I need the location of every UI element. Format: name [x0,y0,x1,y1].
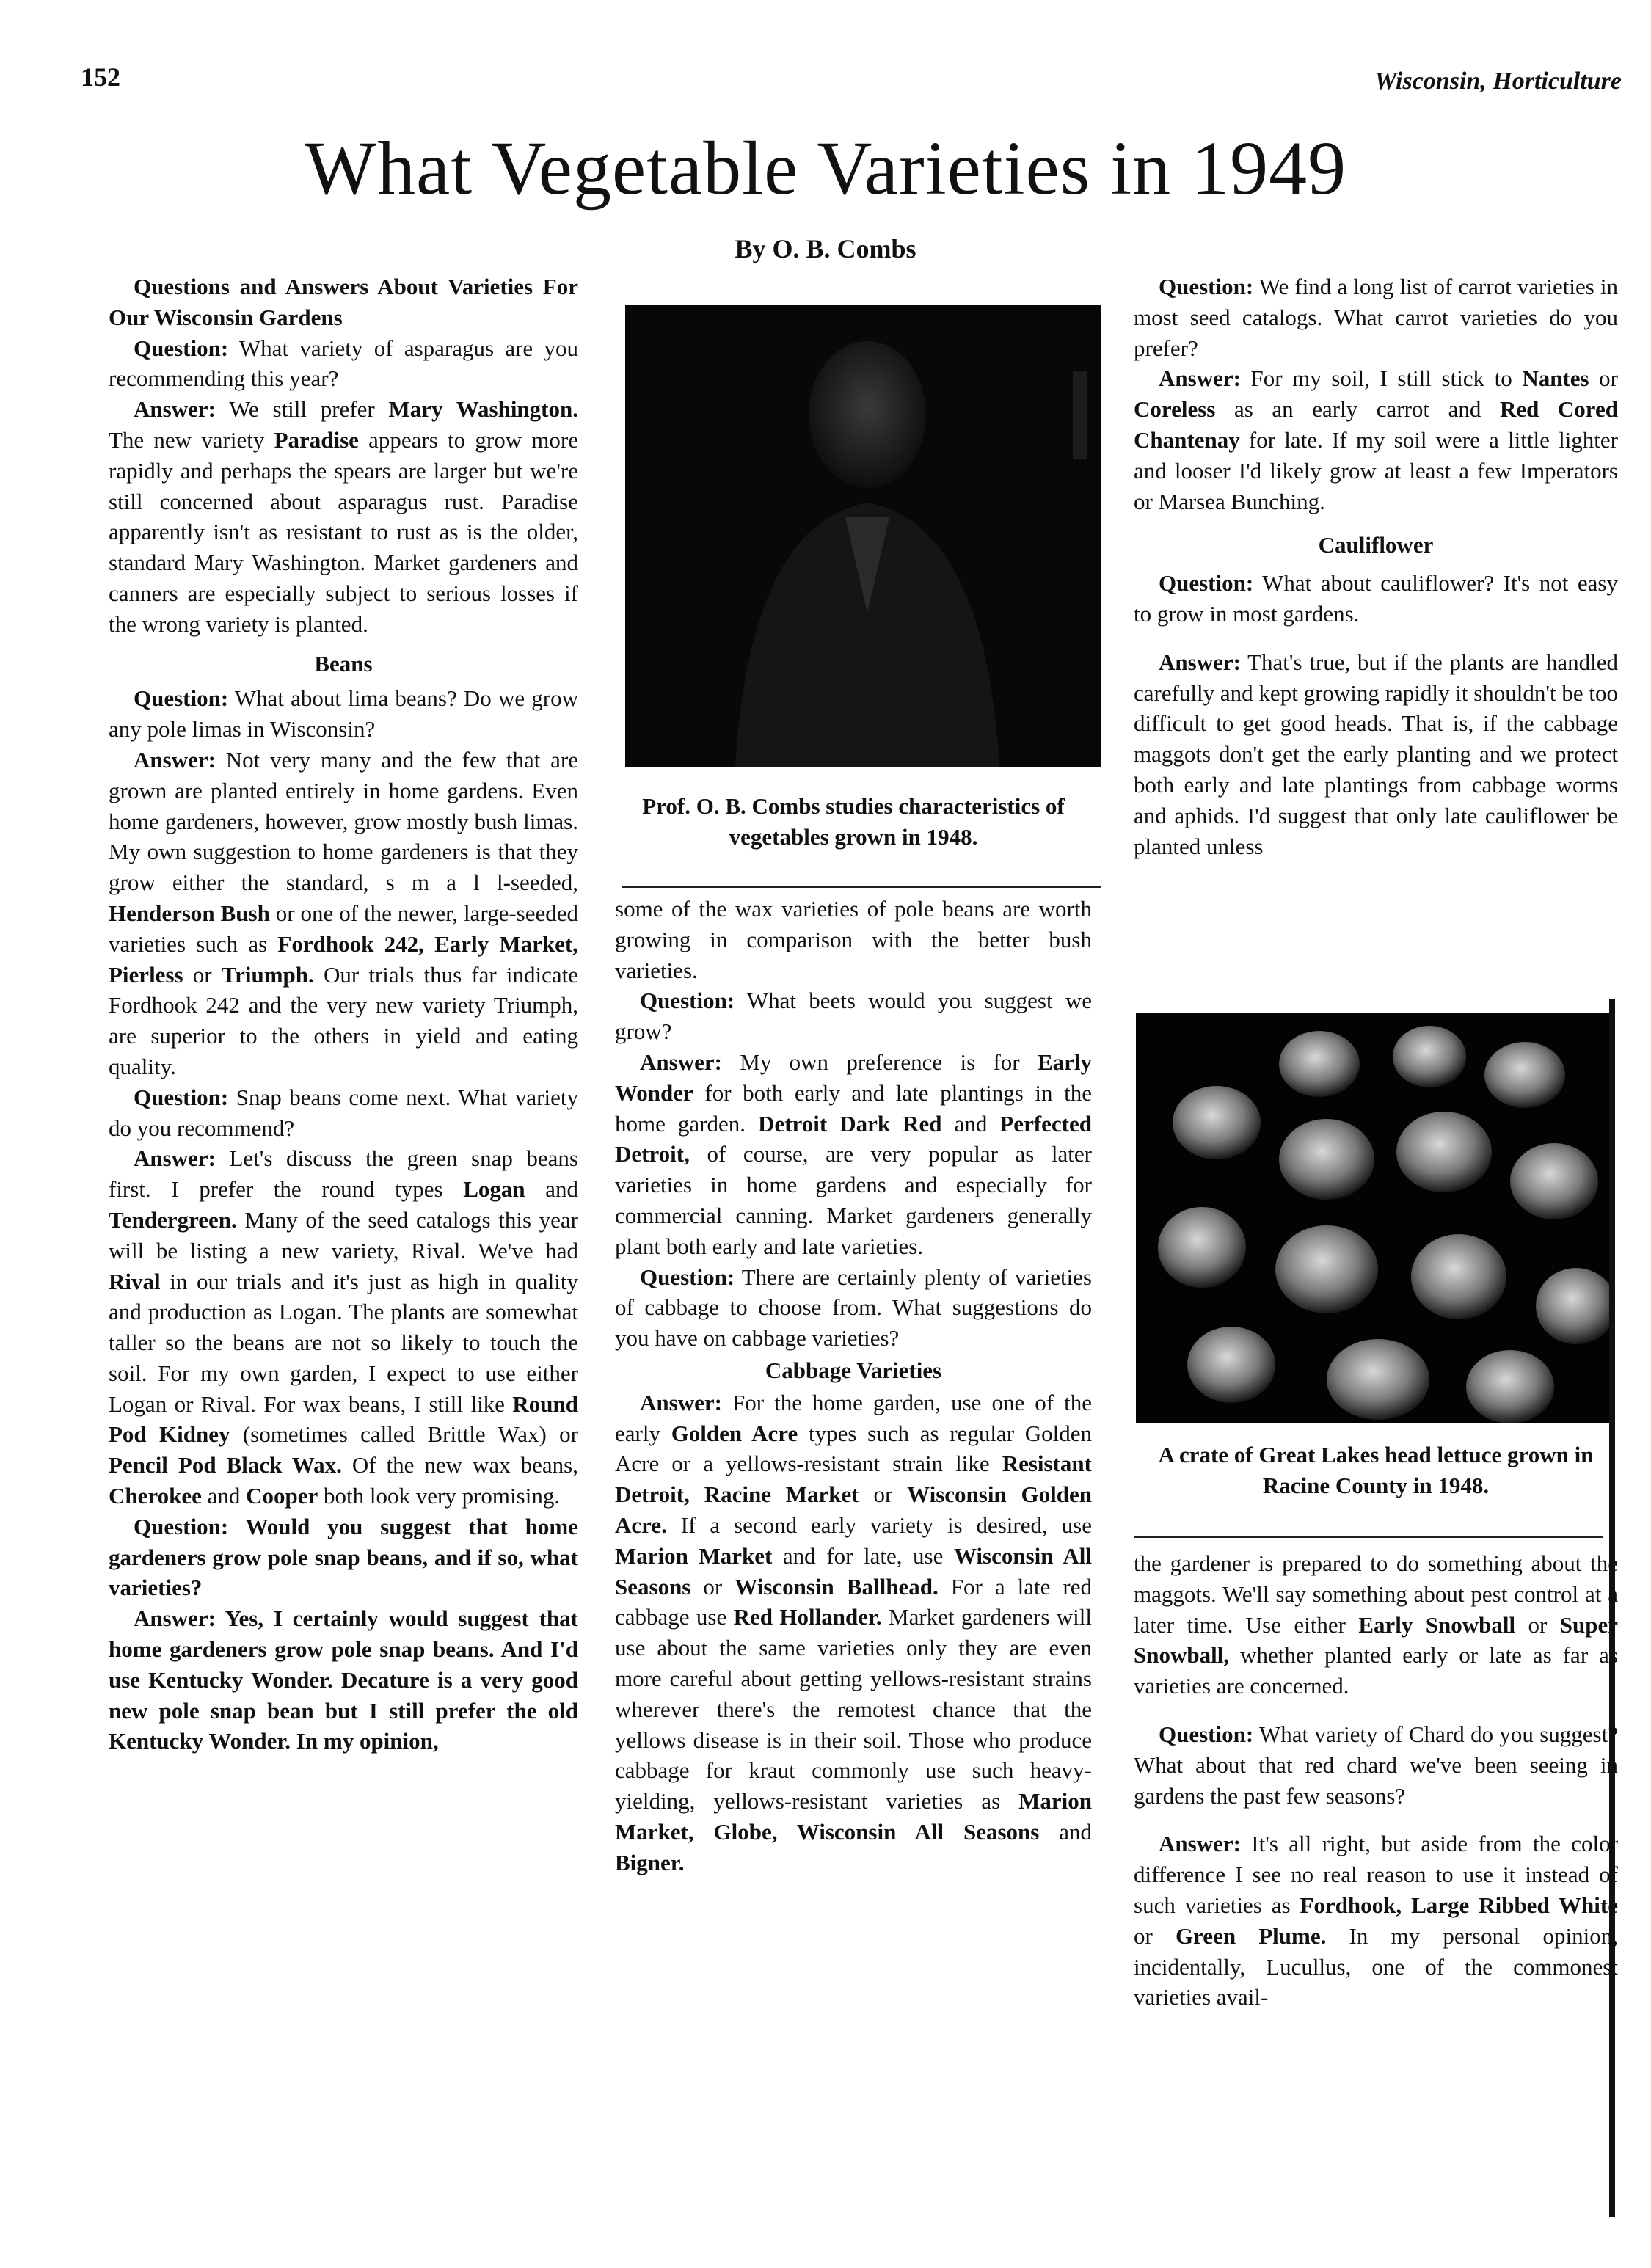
text: appears to grow more rapidly and perhaps the spears are larger but we're still concerned about asparagus rust. Paradise apparently isn't as resistant to rust as is the older, standard Mary Washington. Market gardeners and canners are especially subject to serious losses if the wrong variety is planted. [109,426,578,637]
answer-label: Answer: [134,1605,216,1632]
section-heading-beans: Beans [314,650,373,677]
paragraph [615,1047,1092,1262]
paragraph [1134,647,1618,862]
paragraph [615,1262,1092,1354]
divider [1134,1536,1603,1538]
variety-name: Resistant Detroit, Racine Market [615,1451,1092,1508]
text: Market gardeners will use about the same varieties only they are even more careful about getting yellows-resistant strains wherever there's the remotest chance that the yellows disease is in their soil. Those who produce cabbage for kraut commonly use such heavy-yielding, yellows-resistant varieties as [615,1604,1092,1815]
text: In my personal opinion, incidentally, Lucullus, one of the commonest varieties avail- [1134,1922,1618,2010]
question-text: Would you suggest that home gardeners grow pole snap beans, and if so, what varieties? [109,1513,578,1601]
paragraph [109,394,578,639]
variety-name: Early Snowball [1358,1611,1516,1638]
text: or one of the newer, large-seeded varieties such as [109,900,578,957]
article-title: What Vegetable Varieties in 1949 [304,126,1347,211]
question-label: Question: [134,685,229,712]
text: That's true, but if the plants are handled carefully and kept growing rapidly it shouldn't be too difficult to get good heads. That is, if the cabbage maggots don't get the early planting and we protect both early and late plantings from cabbage worms and aphids. I'd suggest that only late cauliflower be planted unless [1134,649,1618,859]
paragraph [615,1388,1092,1878]
question-text: What about lima beans? Do we grow any pole limas in Wisconsin? [109,685,578,743]
text: It's all right, but aside from the color difference I see no real reason to use it instead of such varieties as [1134,1831,1618,1918]
question-label: Question: [640,988,735,1014]
variety-name: Bigner. [615,1849,685,1875]
text: or [859,1481,908,1508]
text: Let's discuss the green snap beans first. I prefer the round types [109,1145,578,1203]
page-number: 152 [81,62,120,92]
paragraph [1134,568,1618,630]
variety-name: Green Plume. [1176,1922,1327,1949]
variety-name: Golden Acre [671,1420,798,1446]
question-label: Question: [640,1264,735,1290]
variety-name: Pencil Pod Black Wax. [109,1452,342,1478]
variety-name: Nantes [1522,365,1589,392]
text: For my soil, I still stick to [1240,365,1523,392]
paragraph [1134,363,1618,517]
text: Many of the seed catalogs this year will be listing a new variety, Rival. We've had [109,1206,578,1264]
variety-name: Cherokee [109,1483,202,1509]
variety-name: Cooper [246,1483,318,1509]
variety-name: Detroit Dark Red [758,1110,942,1137]
section-heading-cauliflower: Cauliflower [1318,532,1434,558]
question-text: What beets would you suggest we grow? [615,988,1092,1045]
variety-name: Red Hollander. [733,1604,882,1630]
variety-name: Super Snowball, [1134,1611,1618,1669]
text [333,1667,341,1693]
paragraph [109,683,578,745]
variety-name: Rival [109,1268,161,1294]
photo-prof-combs [625,305,1101,767]
text: My own preference is for [721,1049,1038,1075]
text: is a very good new pole snap bean but I still prefer the old Kentucky Wonder. In my opinion, [109,1666,578,1754]
question-label: Question: [134,335,229,361]
variety-name: Decature [340,1666,429,1693]
variety-name: Kentucky Wonder. [148,1666,333,1693]
question-label: Question: [1159,1721,1254,1747]
text: and [525,1176,578,1203]
question-text: Snap beans come next. What variety do you recommend? [109,1084,578,1141]
paragraph [615,985,1092,1047]
column-1 [109,271,578,2223]
text: both look very promising. [318,1483,561,1509]
text: or [1589,365,1618,392]
text: (sometimes called Brittle Wax) or [230,1421,578,1448]
variety-name: Paradise [274,426,359,453]
text: We still prefer [215,396,389,423]
question-text: What variety of asparagus are you recommending this year? [109,335,578,392]
variety-name: Red Cored Chantenay [1134,396,1618,453]
text: or [690,1573,735,1600]
text: or [1515,1611,1560,1638]
answer-label: Answer: [1159,649,1241,675]
photo-caption-combs: Prof. O. B. Combs studies characteristics of vegetables grown in 1948. [642,793,1065,850]
variety-name: Fordhook 242, Early Market, Pierless [109,930,578,988]
question-label: Question: [134,1513,229,1539]
text: and [1039,1818,1092,1845]
answer-label: Answer: [1159,365,1241,392]
variety-name: Wisconsin All Seasons [615,1542,1092,1600]
variety-name: Marion Market [615,1542,773,1569]
text: in our trials and it's just as high in quality and production as Logan. The plants are somewhat taller so the beans are not so likely to touch the soil. For my own garden, I expect to use either Logan or Rival. For wax beans, I still like [109,1268,578,1417]
question-label: Question: [1159,570,1254,597]
text: and [941,1110,1000,1137]
text: Of the new wax beans, [341,1452,578,1478]
divider [622,886,1101,888]
text: If a second early variety is desired, use [666,1512,1092,1538]
photo-caption-lettuce: A crate of Great Lakes head lettuce grown in Racine County in 1948. [1158,1442,1594,1498]
variety-name: Logan [463,1176,525,1203]
variety-name: Henderson Bush [109,900,270,926]
paragraph [109,745,578,1082]
paragraph [1134,1828,1618,2013]
journal-name: Wisconsin, Horticulture [1374,68,1622,95]
text: of course, are very popular as later varieties in home gardens and especially for commercial canning. Market gardeners generally plant both early and late varieties. [615,1141,1092,1259]
text: and [201,1483,247,1509]
paragraph [109,333,578,395]
variety-name: Triumph. [221,961,314,988]
variety-name: Coreless [1134,396,1216,423]
text: for both early and late plantings in the home garden. [615,1079,1092,1137]
text: or [183,961,222,988]
question-text: There are certainly plenty of varieties of cabbage to choose from. What suggestions do you have on cabbage varieties? [615,1264,1092,1352]
answer-label: Answer: [134,396,216,423]
variety-name: Fordhook, Large Ribbed White [1300,1892,1618,1918]
variety-name: Marion Market, Globe, Wisconsin All Seasons [615,1788,1092,1845]
variety-name: Tendergreen. [109,1206,237,1233]
variety-name: Wisconsin Ballhead. [735,1573,939,1600]
variety-name: Wisconsin Golden Acre. [615,1481,1092,1538]
text: Yes, I certainly would suggest that home gardeners grow pole snap beans. And I'd use [109,1605,578,1693]
text: Our trials thus far indicate Fordhook 242 and the very new variety Triumph, are superior to the others in yield and eating quality. [109,961,578,1079]
portrait-illustration [625,305,1101,767]
variety-name: Perfected Detroit, [615,1110,1092,1167]
text: The new variety [109,426,274,453]
question-text: What about cauliflower? It's not easy to grow in most gardens. [1134,570,1618,627]
text: and for late, use [772,1542,954,1569]
paragraph [109,1143,578,1512]
byline: By O. B. Combs [735,234,916,263]
paragraph: some of the wax varieties of pole beans are worth growing in comparison with the better bush varieties. [615,896,1092,983]
paragraph [109,1082,578,1144]
paragraph [1134,1719,1618,1811]
variety-name: Mary Washington. [388,396,578,423]
text: or [1134,1922,1176,1949]
text: For the home garden, use one of the early [615,1389,1092,1446]
text: types such as regular Golden Acre or a yellows-resistant strain like [615,1420,1092,1477]
paragraph [1134,1548,1618,1702]
intro-heading: Questions and Answers About Varieties For Our Wisconsin Gardens [109,274,578,330]
text: the gardener is prepared to do something about the maggots. We'll say something about pest control at a later time. Use either [1134,1550,1618,1638]
paragraph [1134,271,1618,363]
section-heading-cabbage: Cabbage Varieties [765,1357,942,1383]
variety-name: Early Wonder [615,1049,1092,1106]
text: for late. If my soil were a little lighter and looser I'd likely grow at least a few Imperators or Marsea Bunching. [1134,426,1618,514]
answer-label: Answer: [640,1389,722,1415]
answer-label: Answer: [1159,1831,1241,1857]
column-3-bottom [1134,1548,1618,2231]
text: Not very many and the few that are grown are planted entirely in home gardens. Even home gardeners, however, grow mostly bush limas. My own suggestion to home gardeners is that they grow either the standard, s m a l l-seeded, [109,746,578,896]
question-label: Question: [134,1084,229,1110]
photo-lettuce-crate [1136,1013,1614,1423]
answer-label: Answer: [640,1049,722,1075]
variety-name: Round Pod Kidney [109,1390,578,1448]
answer-label: Answer: [134,746,216,773]
answer-label: Answer: [134,1145,216,1172]
column-3-top [1134,271,1618,976]
question-text: We find a long list of carrot varieties in most seed catalogs. What carrot varieties do you prefer? [1134,274,1618,361]
column-2 [615,894,1092,2214]
question-label: Question: [1159,274,1254,299]
paragraph [109,1512,578,1603]
lettuce-illustration [1136,1013,1614,1423]
question-text: What variety of Chard do you suggest? What about that red chard we've been seeing in gardens the past few seasons? [1134,1721,1618,1809]
paragraph [109,1603,578,1757]
text: For a late red cabbage use [615,1573,1092,1630]
text: as an early carrot and [1215,396,1500,423]
text: whether planted early or late as far as varieties are concerned. [1134,1642,1618,1699]
